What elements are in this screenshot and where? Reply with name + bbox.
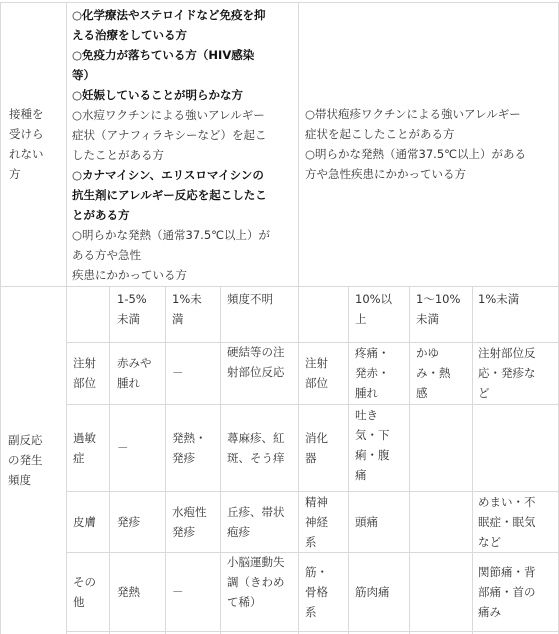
subunit-cell: 疼痛・ <box>355 346 390 360</box>
contra-live-item-bold: とがある方 <box>72 208 130 222</box>
contra-live-item-bold: 抗生剤にアレルギー反応を起こしたこ <box>72 188 267 202</box>
col-divider-2 <box>220 286 221 634</box>
row-category-subunit: 系 <box>305 535 317 549</box>
contra-live-item-bold: ○カナマイシン、エリスロマイシンの <box>72 168 264 182</box>
subunit-cell: 部痛・首の <box>478 585 536 599</box>
live-cell: 発疹 <box>172 451 195 465</box>
subunit-cell: 腫れ <box>355 386 378 400</box>
subunit-freq-header: 1～10% <box>416 292 461 306</box>
live-cell: 疱疹 <box>227 525 250 539</box>
contra-subunit-item: 方や急性疾患にかかっている方 <box>305 167 466 181</box>
contra-header-label: 方 <box>9 167 21 181</box>
live-cell: － <box>172 366 184 380</box>
subunit-freq-header: 上 <box>355 312 367 326</box>
live-cell: 射部位反応 <box>227 365 285 379</box>
contra-subunit-item: ○帯状疱疹ワクチンによる強いアレルギー <box>305 107 521 121</box>
subunit-cell: み・熱 <box>416 366 451 380</box>
contra-live-item-bold: ○化学療法やステロイドなど免疫を抑 <box>72 8 266 22</box>
live-freq-header: 1-5% <box>117 292 147 306</box>
row-category-subunit: 消化 <box>305 431 328 445</box>
contra-subunit-item: ○明らかな発熱（通常37.5℃以上）がある <box>305 147 527 161</box>
row-category-subunit: 部位 <box>305 376 328 390</box>
live-cell: 発熱・ <box>172 431 207 445</box>
table-border-top <box>0 2 559 3</box>
subunit-cell: 痢・腹 <box>355 448 390 462</box>
subunit-cell: めまい・不 <box>478 495 536 509</box>
row-category-subunit: 骨格 <box>305 585 328 599</box>
contra-live-item: ○水痘ワクチンによる強いアレルギー <box>72 108 265 122</box>
row-category-live: 過敏 <box>73 431 96 445</box>
side-effects-header-label: の発生 <box>8 453 43 467</box>
subunit-cell: 発赤・ <box>355 366 390 380</box>
live-cell: 発熱 <box>117 585 140 599</box>
subunit-cell: 痛 <box>355 468 367 482</box>
live-cell: 調（きわめ <box>227 575 285 589</box>
row-category-live: 部位 <box>73 376 96 390</box>
subunit-cell: かゆ <box>416 346 439 360</box>
contra-header-label: 接種を <box>9 107 44 121</box>
subunit-freq-header: 1%未満 <box>478 292 520 306</box>
subunit-cell: 眠症・眠気 <box>478 515 536 529</box>
contra-header-label: 受けら <box>9 127 44 141</box>
live-freq-header: 1%未 <box>172 292 202 306</box>
subunit-cell: 痛み <box>478 605 501 619</box>
row-category-subunit: 系 <box>305 605 317 619</box>
subunit-cell: 気・下 <box>355 428 390 442</box>
row-category-live: 他 <box>73 595 85 609</box>
contra-live-item-bold: 等） <box>72 68 95 82</box>
live-cell: て稀） <box>227 595 262 609</box>
contra-live-item: したことがある方 <box>72 148 164 162</box>
live-freq-header: 未満 <box>117 312 140 326</box>
row-category-live: 注射 <box>73 356 96 370</box>
subunit-cell: 関節痛・背 <box>478 565 536 579</box>
live-cell: 発疹 <box>117 515 140 529</box>
row-divider-3 <box>66 552 559 553</box>
contra-header-label: れない <box>9 147 44 161</box>
row-category-subunit: 注射 <box>305 356 328 370</box>
subunit-freq-header: 未満 <box>416 312 439 326</box>
live-cell: 斑、そう痒 <box>227 451 285 465</box>
side-effects-header-label: 副反応 <box>8 433 43 447</box>
live-cell: － <box>172 585 184 599</box>
row-category-subunit: 神経 <box>305 515 328 529</box>
live-cell: 水疱性 <box>172 505 207 519</box>
col-divider-0 <box>109 286 110 634</box>
row-divider-4 <box>66 631 559 632</box>
row-category-live: その <box>73 575 96 589</box>
table-border-left <box>0 2 1 634</box>
row-category-live: 皮膚 <box>73 515 96 529</box>
row-category-live: 症 <box>73 451 85 465</box>
live-freq-header: 頻度不明 <box>227 292 273 306</box>
col-divider-3 <box>348 286 349 634</box>
contra-live-item-bold: える治療をしている方 <box>72 28 187 42</box>
subunit-cell: ど <box>478 386 490 400</box>
row-category-subunit: 精神 <box>305 495 328 509</box>
contra-live-item-bold: ○妊娠していることが明らかな方 <box>72 88 244 102</box>
contra-live-item-bold: ○免疫力が落ちている方（HIV感染 <box>72 48 255 62</box>
col-divider-4 <box>409 286 410 634</box>
live-cell: 発疹 <box>172 525 195 539</box>
contra-subunit-item: 症状を起こしたことがある方 <box>305 127 455 141</box>
subunit-cell: など <box>478 535 501 549</box>
col-divider-5 <box>472 286 473 634</box>
table-divider-sections <box>0 286 559 287</box>
subunit-cell: 注射部位反 <box>478 346 536 360</box>
row-category-subunit: 筋・ <box>305 565 328 579</box>
col-divider-header <box>66 2 67 634</box>
live-cell: 硬結等の注 <box>227 345 285 359</box>
side-effects-header-label: 頻度 <box>8 473 31 487</box>
contra-live-item: ○明らかな発熱（通常37.5℃以上）が <box>72 228 271 242</box>
subunit-cell: 吐き <box>355 408 378 422</box>
subunit-cell: 感 <box>416 386 428 400</box>
subunit-freq-header: 10%以 <box>355 292 393 306</box>
live-cell: － <box>117 441 129 455</box>
live-freq-header: 満 <box>172 312 184 326</box>
live-cell: 丘疹、帯状 <box>227 505 285 519</box>
col-divider-vaccines <box>298 2 299 634</box>
live-cell: 蕁麻疹、紅 <box>227 431 285 445</box>
contra-live-item: ある方や急性 <box>72 248 141 262</box>
subunit-cell: 頭痛 <box>355 515 378 529</box>
live-cell: 小脳運動失 <box>227 555 285 569</box>
col-divider-1 <box>165 286 166 634</box>
live-cell: 腫れ <box>117 376 140 390</box>
subunit-cell: 応・発疹な <box>478 366 536 380</box>
contra-live-item: 疾患にかかっている方 <box>72 268 187 282</box>
contra-live-item: 症状（アナフィラキシーなど）を起こ <box>72 128 267 142</box>
subunit-cell: 筋肉痛 <box>355 585 390 599</box>
row-divider-1 <box>66 404 559 405</box>
row-category-subunit: 器 <box>305 451 317 465</box>
live-cell: 赤みや <box>117 356 152 370</box>
